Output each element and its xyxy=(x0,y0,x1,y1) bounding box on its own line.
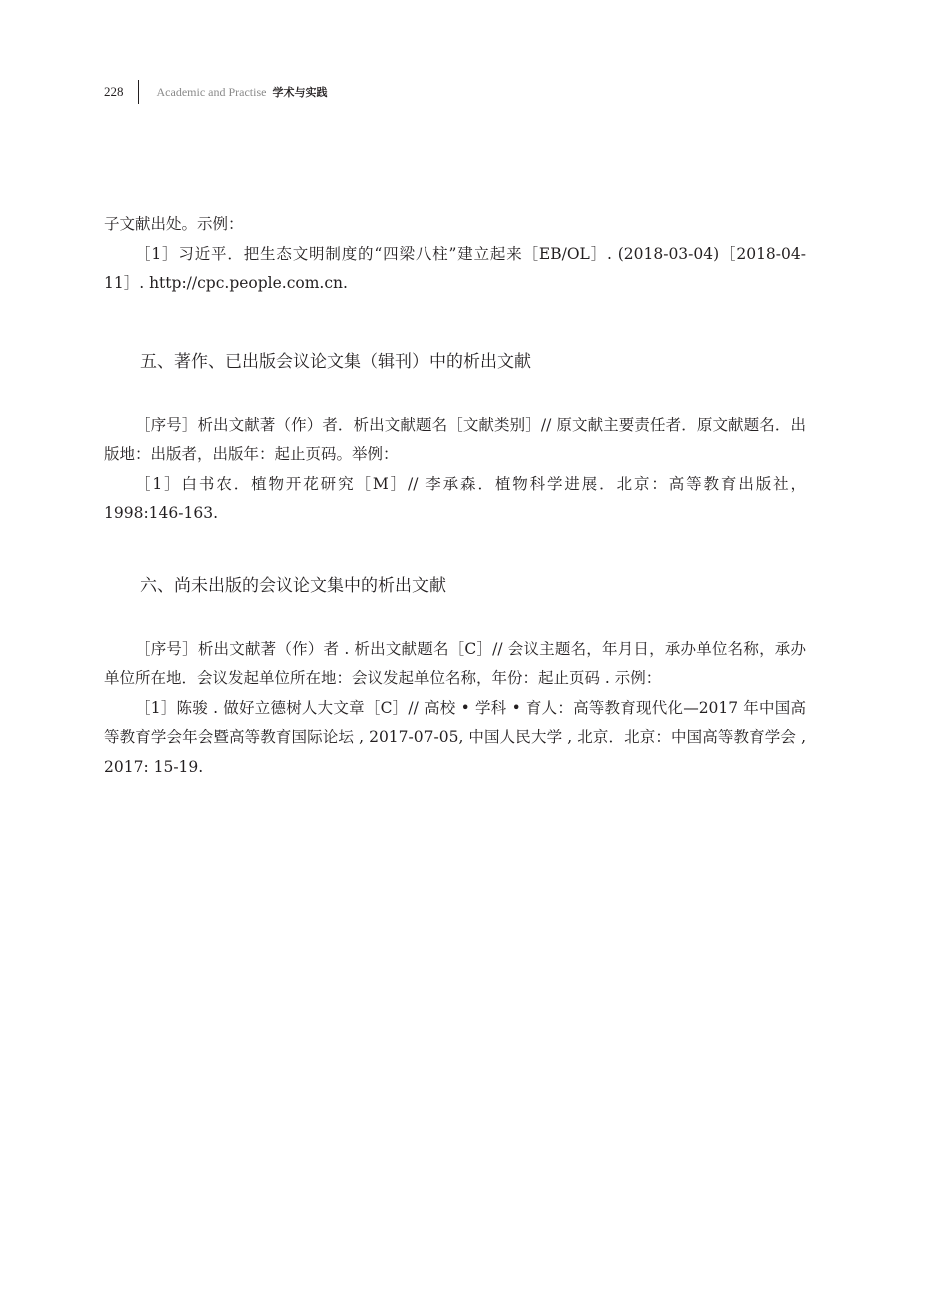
page-number: 228 xyxy=(104,84,124,99)
format-description: ［序号］析出文献著（作）者 . 析出文献题名［C］// 会议主题名，年月日，承办单位名称，承办单位所在地．会议发起单位所在地：会议发起单位名称，年份：起止页码 . 示例： xyxy=(104,639,806,687)
section-heading-5: 五、著作、已出版会议论文集（辑刊）中的析出文献 xyxy=(140,351,531,372)
running-header xyxy=(104,80,327,104)
format-description: ［序号］析出文献著（作）者．析出文献题名［文献类别］// 原文献主要责任者．原文献题名．出版地：出版者，出版年：起止页码。举例： xyxy=(104,415,806,463)
spacer xyxy=(104,299,806,347)
example-reference: ［1］白书农．植物开花研究［M］// 李承森．植物科学进展．北京：高等教育出版社，1998:146-163. xyxy=(104,474,806,522)
page-body xyxy=(104,210,806,782)
section-heading-6: 六、尚未出版的会议论文集中的析出文献 xyxy=(140,575,446,596)
header-divider xyxy=(138,80,139,104)
spacer xyxy=(104,529,806,571)
paragraph-continuation: 子文献出处。示例： xyxy=(104,215,244,233)
spacer xyxy=(104,377,806,411)
journal-title-en: Academic and Practise xyxy=(156,84,267,99)
spacer xyxy=(104,601,806,635)
example-reference: ［1］习近平．把生态文明制度的“四梁八柱”建立起来［EB/OL］. (2018-03-04)［2018-04-11］. http://cpc.people.com.cn. xyxy=(104,244,806,292)
journal-title-cn: 学术与实践 xyxy=(272,86,328,99)
example-reference: ［1］陈骏 . 做好立德树人大文章［C］// 高校 • 学科 • 育人：高等教育现代化—2017 年中国高等教育学会年会暨高等教育国际论坛 , 2017-07-05, 中国人民大学 , 北京．北京：中国高等教育学会 , 2017: 15-19. xyxy=(104,698,806,776)
